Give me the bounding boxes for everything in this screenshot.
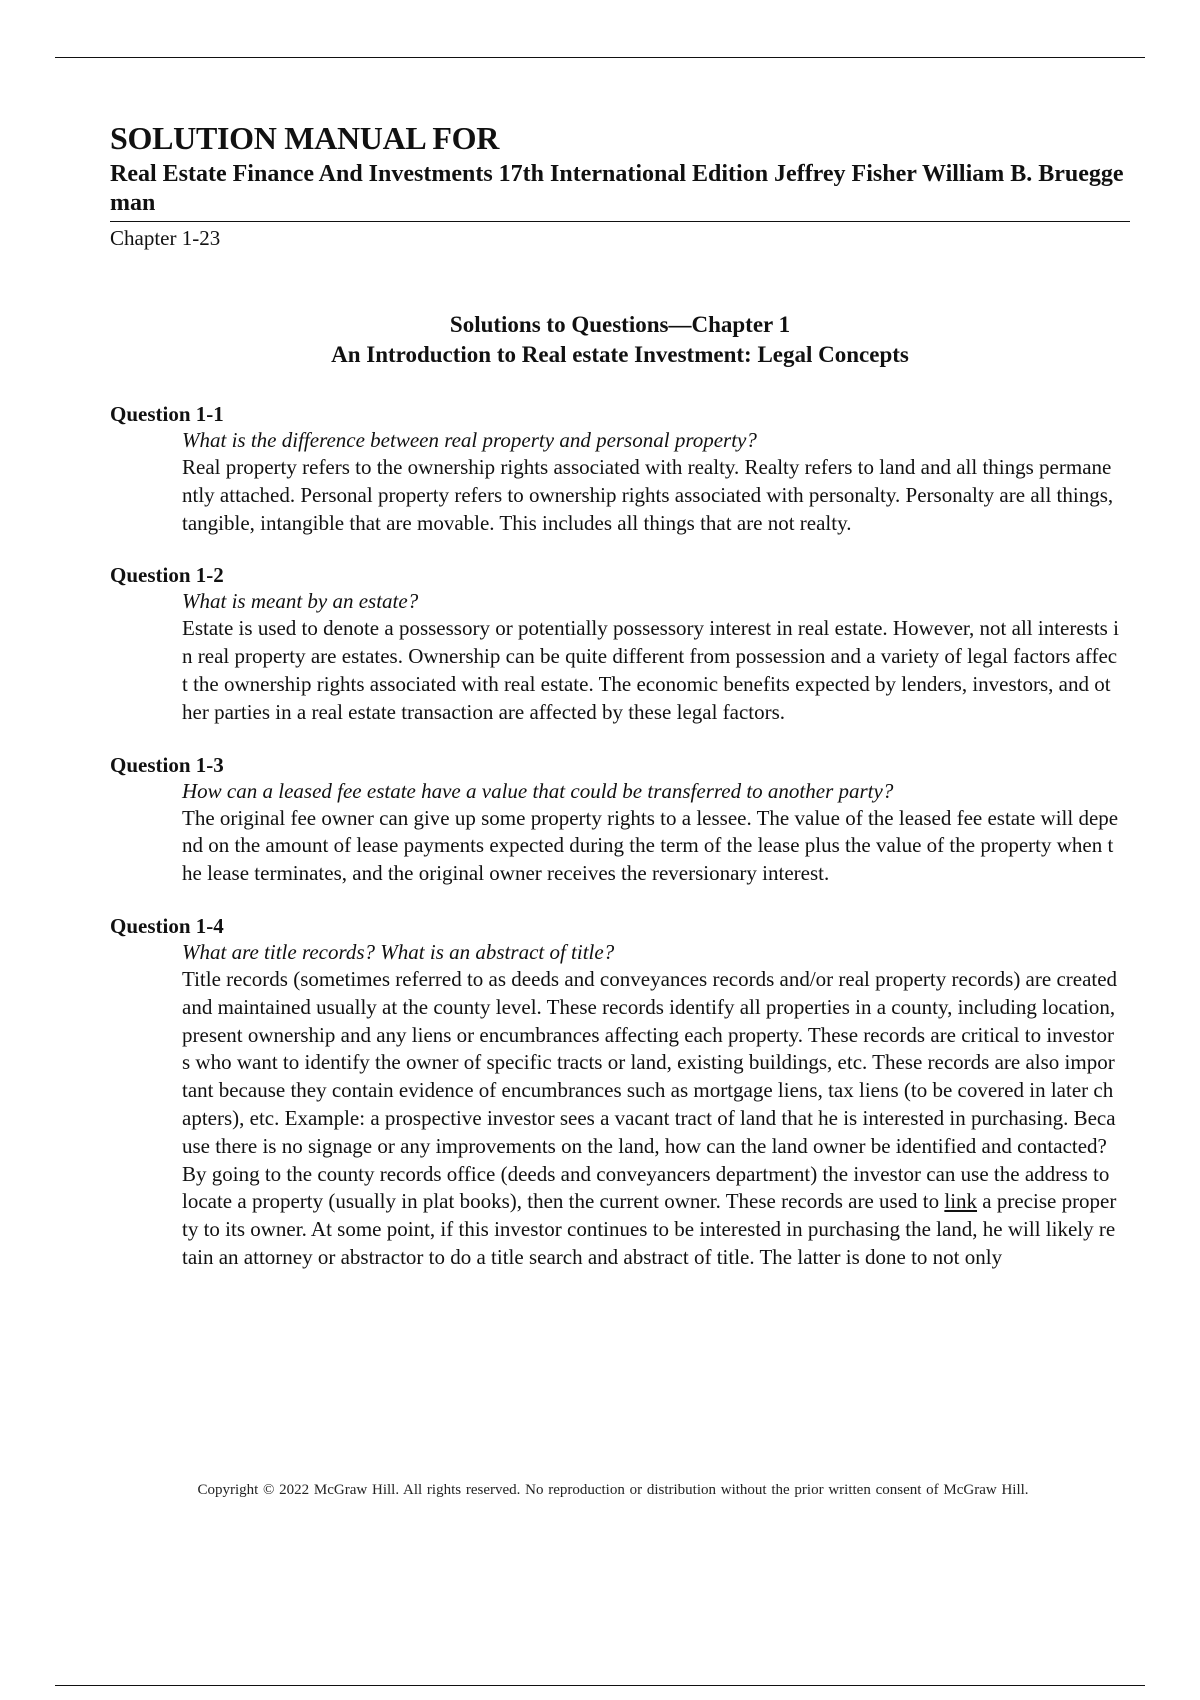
book-title: Real Estate Finance And Investments 17th International Edition Jeffrey Fisher William B. Brueggeman	[110, 161, 1124, 216]
question-answer	[182, 966, 1119, 1272]
question-prompt: What are title records? What is an abstract of title?	[182, 939, 615, 964]
answer-text-before-link: Title records (sometimes referred to as deeds and conveyances records and/or real property records) are created and maintained usually at the county level. These records identify all properties in a county, including location, present ownership and any liens or encumbrances affecting each property. These records are critical to investors who want to identify the owner of specific tracts or land, existing buildings, etc. These records are also important because they contain evidence of encumbrances such as mortgage liens, tax liens (to be covered in later chapters), etc. Example: a prospective investor sees a vacant tract of land that he is interested in purchasing. Because there is no signage or any improvements on the land, how can the land owner be identified and contacted? By going to the county records office (deeds and conveyancers department) the investor can use the address to locate a property (usually in plat books), then the current owner. These records are used to	[182, 966, 1118, 1214]
header-rule	[110, 221, 1130, 222]
question-answer: The original fee owner can give up some property rights to a lessee. The value of the leased fee estate will depend on the amount of lease payments expected during the term of the lease plus the value of the property when the lease terminates, and the original owner receives the reversionary interest.	[182, 805, 1119, 886]
answer-text-after-link: a precise property to its owner. At some point, if this investor continues to be interested in purchasing the land, he will likely retain an attorney or abstractor to do a title search and abstract of title. The latter is done to not only	[182, 1189, 1117, 1269]
question-label: Question 1-3	[110, 752, 224, 777]
question-label: Question 1-4	[110, 913, 224, 938]
question-prompt: What is the difference between real property and personal property?	[182, 428, 757, 452]
question-item	[110, 913, 1120, 1272]
question-item	[110, 562, 1120, 726]
answer-link-word: link	[944, 1189, 978, 1214]
question-label: Question 1-2	[110, 563, 224, 588]
question-label: Question 1-1	[110, 402, 224, 426]
chapter-range: Chapter 1-23	[110, 226, 221, 250]
section-heading	[110, 310, 1130, 370]
document-title: SOLUTION MANUAL FOR	[110, 120, 500, 156]
copyright-footer: Copyright © 2022 McGraw Hill. All rights reserved. No reproduction or distribution without the prior written consent of McGraw Hill.	[197, 1482, 1029, 1498]
document-header	[110, 118, 1130, 251]
bottom-rule	[55, 1685, 1145, 1686]
question-item	[110, 401, 1120, 537]
questions-list	[110, 401, 1120, 1297]
question-answer: Estate is used to denote a possessory or potentially possessory interest in real estate. However, not all interests in real property are estates. Ownership can be quite different from possession and a variety of legal factors affect the ownership rights associated with real estate. The economic benefits expected by lenders, investors, and other parties in a real estate transaction are affected by these legal factors.	[182, 616, 1119, 724]
top-rule	[55, 57, 1145, 58]
question-item	[110, 752, 1120, 888]
question-answer: Real property refers to the ownership rights associated with realty. Realty refers to land and all things permanently attached. Personal property refers to ownership rights associated with personalty. Personalty are all things, tangible, intangible that are movable. This includes all things that are not realty.	[182, 455, 1114, 535]
question-prompt: What is meant by an estate?	[182, 589, 419, 614]
section-heading-topic: An Introduction to Real estate Investment: Legal Concepts	[331, 342, 909, 367]
section-heading-chapter: Solutions to Questions—Chapter 1	[449, 312, 791, 337]
question-prompt: How can a leased fee estate have a value that could be transferred to another party?	[182, 778, 894, 803]
